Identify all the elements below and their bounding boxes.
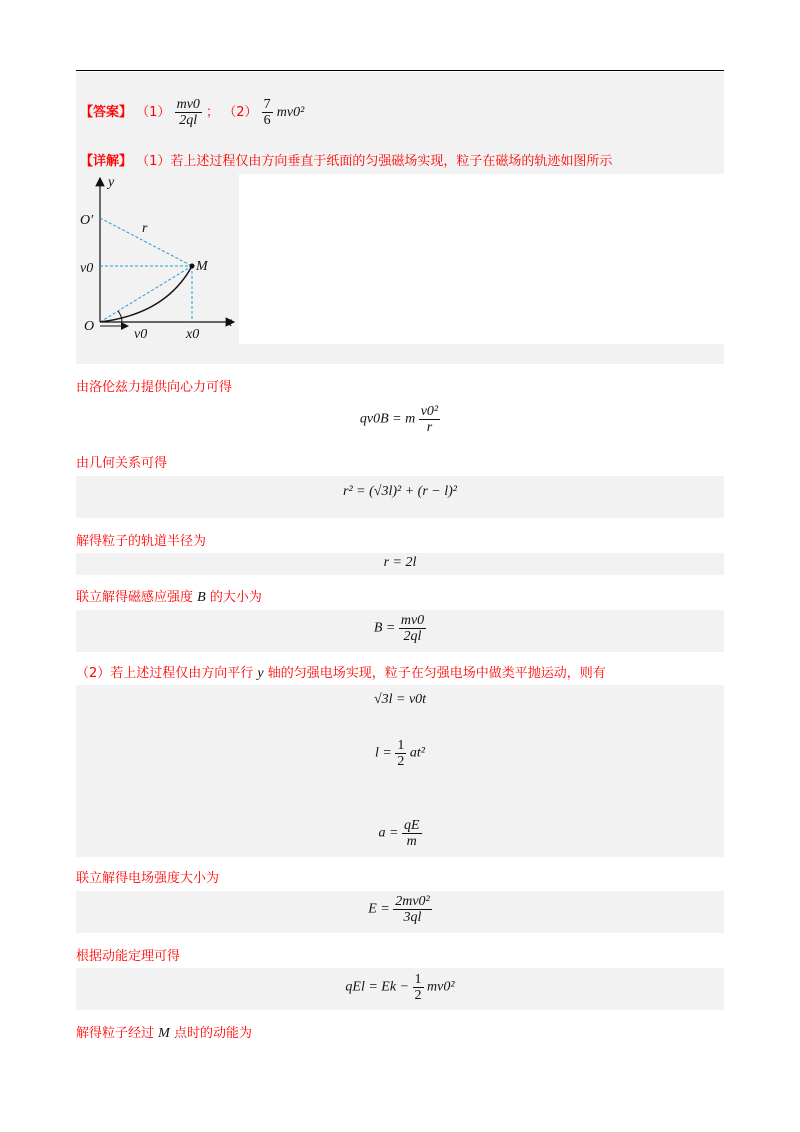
top-rule xyxy=(76,70,724,71)
eq-kin2-lhs: l = xyxy=(375,745,392,761)
answer-separator: ； xyxy=(206,105,220,120)
eq-lorentz xyxy=(76,404,724,435)
trajectory-figure xyxy=(76,174,239,344)
answer-2-num: 7 xyxy=(263,97,271,112)
trajectory-diagram xyxy=(76,174,239,344)
detail-line xyxy=(80,150,612,169)
step-radius: 解得粒子的轨道半径为 xyxy=(76,534,207,549)
eq-radius: r = 2l xyxy=(383,555,417,570)
angle-arc xyxy=(118,311,122,322)
symbol-m: M xyxy=(158,1026,170,1041)
step-part2-tail: 轴的匀强电场实现，粒子在匀强电场中做类平抛运动，则有 xyxy=(267,666,606,681)
detail-intro: （1）若上述过程仅由方向垂直于纸面的匀强磁场实现，粒子在磁场的轨迹如图所示 xyxy=(136,154,613,169)
eq-energy-den: 2 xyxy=(414,988,422,1003)
label-y: y xyxy=(108,175,115,190)
label-m: M xyxy=(196,259,208,274)
answer-2-tail: mv0² xyxy=(276,105,305,120)
answer-2-den: 6 xyxy=(263,113,271,128)
eq-acc-fraction xyxy=(402,818,422,849)
step-energy: 根据动能定理可得 xyxy=(76,949,181,964)
step-final-tail: 点时的动能为 xyxy=(173,1026,252,1041)
label-x0: x0 xyxy=(186,327,200,342)
eq-acc-den: m xyxy=(406,834,417,849)
answer-1-num: mv0 xyxy=(176,97,200,112)
answer-part1-label: （1） xyxy=(136,105,171,120)
detail-tag: 【详解】 xyxy=(80,154,133,169)
eq-acc xyxy=(76,818,724,849)
figure-bottom-shade xyxy=(76,344,724,364)
step-geometry: 由几何关系可得 xyxy=(76,456,168,471)
symbol-y: y xyxy=(257,666,264,681)
answer-1-den: 2ql xyxy=(179,113,198,128)
eq-energy-num: 1 xyxy=(414,972,422,987)
label-o-prime: O′ xyxy=(80,213,94,228)
eq-kin2-den: 2 xyxy=(397,754,405,769)
point-m xyxy=(190,264,195,269)
eq-kin2-fraction xyxy=(395,738,406,769)
step-part2-line xyxy=(76,662,606,682)
eq-acc-lhs: a = xyxy=(378,825,399,841)
symbol-b: B xyxy=(197,590,206,605)
answer-part2-label: （2） xyxy=(223,105,258,120)
eq-e-den: 3ql xyxy=(403,910,422,925)
eq-e-lhs: E = xyxy=(368,901,390,917)
step-b-text: 联立解得磁感应强度 xyxy=(76,590,194,605)
answer-1-fraction xyxy=(175,97,202,128)
eq-geometry: r² = (√3l)² + (r − l)² xyxy=(343,484,457,499)
eq-acc-num: qE xyxy=(403,818,420,833)
eq-lorentz-fraction xyxy=(419,404,440,435)
step-efield: 联立解得电场强度大小为 xyxy=(76,871,220,886)
eq-energy-lhs: qEl = Ek − xyxy=(345,979,410,995)
eq-kin2 xyxy=(76,738,724,769)
eq-kin1: √3l = v0t xyxy=(373,692,427,707)
step-b-tail: 的大小为 xyxy=(209,590,262,605)
step-b-line xyxy=(76,586,262,606)
label-o: O xyxy=(84,319,95,334)
eq-lorentz-num: v0² xyxy=(420,404,439,419)
label-x: x xyxy=(226,315,233,330)
answer-2-fraction xyxy=(262,97,273,128)
eq-e-num: 2mv0² xyxy=(395,894,430,909)
eq-kin2-tail: at² xyxy=(409,745,425,761)
eq-lorentz-lhs: qv0B = m xyxy=(359,411,416,427)
eq-kin2-num: 1 xyxy=(397,738,405,753)
step-final-text: 解得粒子经过 xyxy=(76,1026,155,1041)
answer-tag: 【答案】 xyxy=(80,105,133,120)
eq-e-fraction xyxy=(393,894,432,925)
step-part2-text: （2）若上述过程仅由方向平行 xyxy=(76,666,254,681)
step-lorentz: 由洛伦兹力提供向心力可得 xyxy=(76,380,233,395)
eq-b-den: 2ql xyxy=(403,629,422,644)
eq-lorentz-den: r xyxy=(426,420,433,435)
eq-e xyxy=(76,894,724,925)
eq-energy-fraction xyxy=(413,972,424,1003)
label-v0-left: v0 xyxy=(80,261,94,276)
eq-b xyxy=(76,613,724,644)
eq-b-fraction xyxy=(399,613,426,644)
eq-b-num: mv0 xyxy=(400,613,425,628)
eq-energy-tail: mv0² xyxy=(427,979,455,995)
step-final-line xyxy=(76,1022,252,1042)
label-r: r xyxy=(142,221,148,236)
eq-energy xyxy=(76,972,724,1003)
label-v0-bottom: v0 xyxy=(134,327,148,342)
answer-line xyxy=(80,97,304,128)
chord-line xyxy=(100,266,192,322)
eq-b-lhs: B = xyxy=(373,620,396,636)
